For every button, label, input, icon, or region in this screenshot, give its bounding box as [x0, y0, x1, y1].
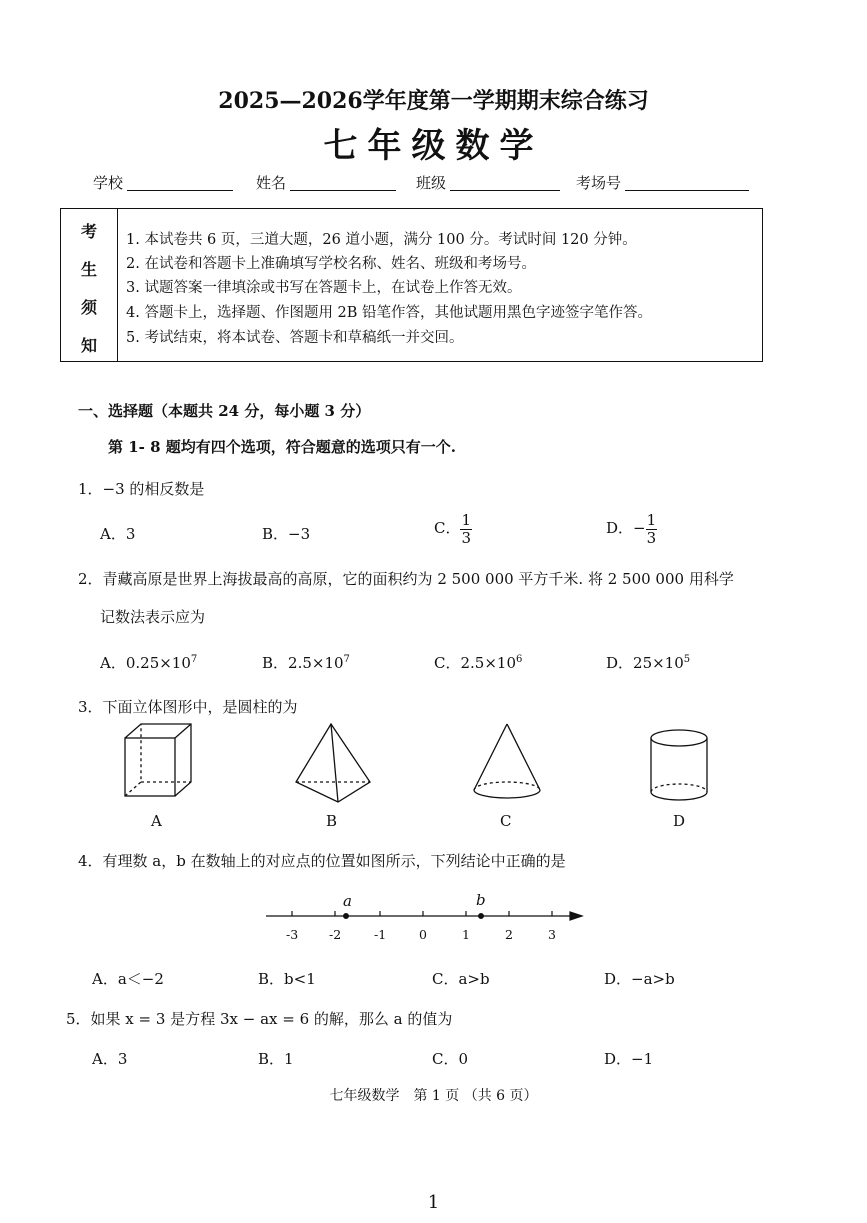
- school-label: 学校: [93, 174, 124, 192]
- question-1-stem: 1．−3 的相反数是: [78, 480, 205, 498]
- q5-option-a[interactable]: A．3: [92, 1050, 128, 1068]
- question-4-stem: 4．有理数 a，b 在数轴上的对应点的位置如图所示，下列结论中正确的是: [78, 852, 566, 870]
- q2-option-b[interactable]: B．$2.5\times 10^7$: [262, 654, 350, 672]
- q5-option-d[interactable]: D．−1: [604, 1050, 654, 1068]
- subject-title: 七年级数学: [323, 126, 544, 166]
- q5-option-c[interactable]: C．0: [432, 1050, 469, 1068]
- point-a-marker: [344, 914, 349, 919]
- figure-label-a[interactable]: A: [151, 812, 162, 830]
- notice-heading-char: 考: [80, 222, 97, 241]
- notice-heading-char: 须: [80, 298, 97, 317]
- q4-option-b[interactable]: B．b<1: [258, 970, 316, 988]
- q4-option-c[interactable]: C．a>b: [432, 970, 490, 988]
- notice-item: 3. 试题答案一律填涂或书写在答题卡上，在试卷上作答无效。: [126, 280, 522, 296]
- pyramid-figure[interactable]: [296, 724, 370, 802]
- cube-figure[interactable]: [125, 724, 191, 796]
- notice-heading-char: 生: [80, 260, 97, 279]
- exam-room-label: 考场号: [576, 174, 622, 192]
- tick-label: -3: [286, 927, 299, 942]
- q5-option-b[interactable]: B．1: [258, 1050, 294, 1068]
- notice-item: 5. 考试结束，将本试卷、答题卡和草稿纸一并交回。: [126, 330, 464, 346]
- question-2-stem: 2．青藏高原是世界上海拔最高的高原，它的面积约为 2 500 000 平方千米. 将 2 500 000 用科学: [78, 570, 734, 588]
- notice-item: 4. 答题卡上，选择题、作图题用 2B 铅笔作答，其他试题用黑色字迹签字笔作答。: [126, 305, 653, 321]
- q1-option-c-label: C．: [434, 519, 461, 537]
- school-field[interactable]: [127, 190, 233, 191]
- section-heading: 一、选择题（本题共 24 分，每小题 3 分）: [78, 402, 371, 420]
- q2-option-d[interactable]: D．$25\times 10^5$: [606, 654, 691, 672]
- q2-option-a[interactable]: A．$0.25\times 10^7$: [100, 654, 198, 672]
- point-a-label: a: [343, 892, 352, 910]
- notice-item: 2. 在试卷和答题卡上准确填写学校名称、姓名、班级和考场号。: [126, 256, 536, 272]
- q1-option-d-label: D．−: [606, 519, 646, 537]
- section-instruction: 第 1- 8 题均有四个选项，符合题意的选项只有一个.: [108, 438, 456, 456]
- name-label: 姓名: [256, 174, 287, 192]
- tick-label: 0: [419, 927, 427, 942]
- point-b-marker: [479, 914, 484, 919]
- page-number: 1: [427, 1192, 440, 1213]
- notice-heading: [61, 209, 118, 361]
- tick-label: 2: [505, 927, 513, 942]
- point-b-label: b: [476, 891, 486, 909]
- q4-option-d[interactable]: D．−a>b: [604, 970, 675, 988]
- solid-figures: [0, 720, 867, 810]
- q4-option-a[interactable]: A．a＜−2: [92, 970, 164, 988]
- question-3-stem: 3．下面立体图形中，是圆柱的为: [78, 698, 298, 716]
- tick-label: 1: [462, 927, 470, 942]
- tick-label: -2: [329, 927, 342, 942]
- q1-option-b[interactable]: B．−3: [262, 525, 311, 543]
- exam-title: 2025—2026学年度第一学期期末综合练习: [218, 88, 649, 114]
- fraction: $\frac{1}{3}$: [646, 511, 657, 547]
- q1-option-a[interactable]: A．3: [100, 525, 136, 543]
- q1-option-d[interactable]: [606, 512, 657, 546]
- cylinder-figure[interactable]: [651, 730, 707, 800]
- q1-option-c[interactable]: [434, 512, 472, 546]
- tick-label: -1: [374, 927, 387, 942]
- question-5-stem: 5．如果 x = 3 是方程 3x − ax = 6 的解，那么 a 的值为: [66, 1010, 453, 1028]
- class-label: 班级: [416, 174, 447, 192]
- notice-item: 1. 本试卷共 6 页，三道大题，26 道小题，满分 100 分。考试时间 120 分钟。: [126, 232, 637, 248]
- tick-label: 3: [548, 927, 556, 942]
- notice-heading-char: 知: [80, 336, 97, 355]
- cone-figure[interactable]: [474, 724, 540, 798]
- figure-label-d[interactable]: D: [673, 812, 686, 830]
- class-field[interactable]: [450, 190, 560, 191]
- fraction: $\frac{1}{3}$: [461, 511, 472, 547]
- exam-room-field[interactable]: [625, 190, 749, 191]
- figure-label-c[interactable]: C: [500, 812, 512, 830]
- number-line: [0, 888, 867, 948]
- question-2-stem-line2: 记数法表示应为: [100, 608, 206, 626]
- page-footer: 七年级数学 第 1 页 （共 6 页）: [329, 1088, 538, 1104]
- figure-label-b[interactable]: B: [326, 812, 338, 830]
- q2-option-c[interactable]: C．$2.5\times 10^6$: [434, 654, 523, 672]
- name-field[interactable]: [290, 190, 396, 191]
